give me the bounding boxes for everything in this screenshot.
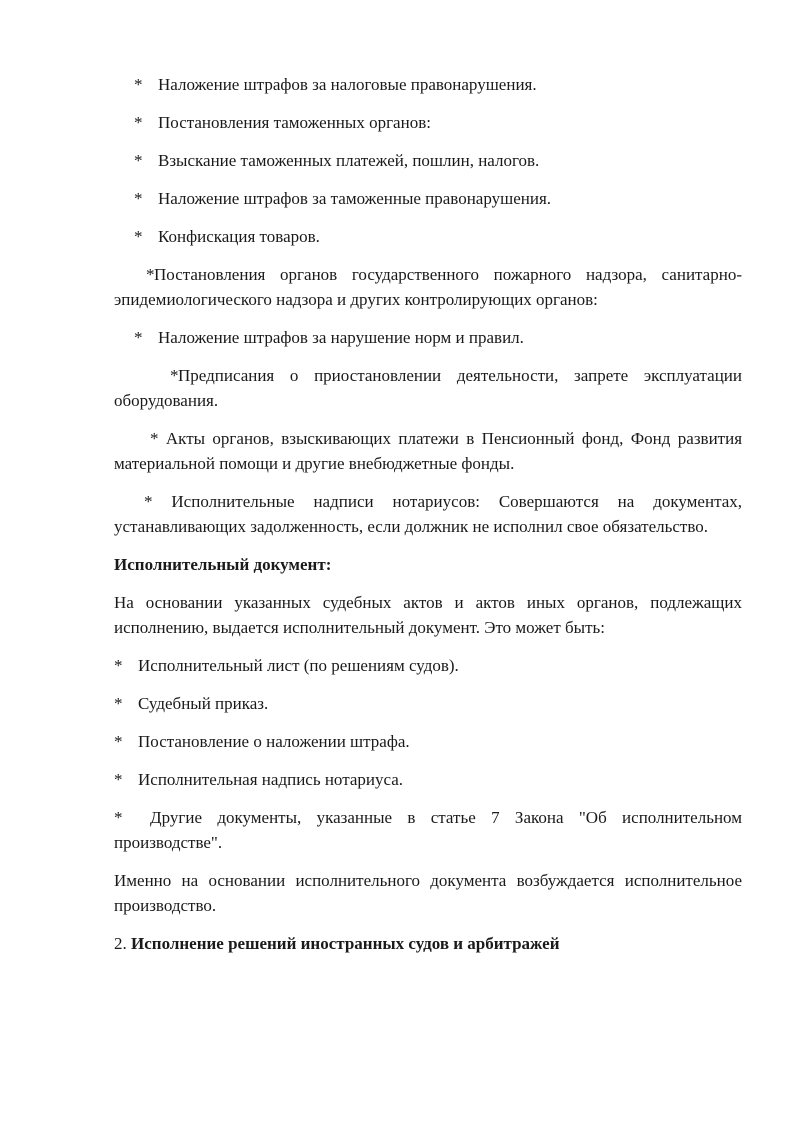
bullet-marker: * [114, 656, 123, 675]
section-number: 2. [114, 934, 127, 953]
list-item [114, 110, 742, 135]
bullet-marker: * [114, 770, 123, 789]
list-item [114, 691, 742, 716]
list-item [114, 224, 742, 249]
list-item [114, 72, 742, 97]
bullet-marker: * [134, 328, 143, 347]
list-item [114, 767, 742, 792]
list-item-text: Другие документы, указанные в статье 7 Закона "Об исполнительном производстве". [114, 808, 742, 852]
list-item-text: Исполнительный лист (по решениям судов). [138, 656, 459, 675]
bullet-marker: * [134, 227, 143, 246]
list-item-text: Взыскание таможенных платежей, пошлин, налогов. [158, 151, 540, 170]
paragraph-notary [114, 489, 742, 539]
list-item-text: Наложение штрафов за налоговые правонарушения. [158, 75, 537, 94]
heading-exec-document: Исполнительный документ: [114, 555, 332, 574]
bullet-marker: * [114, 694, 123, 713]
section-heading-2 [114, 931, 742, 956]
list-item-text: Исполнительная надпись нотариуса. [138, 770, 404, 789]
list-item-text: Судебный приказ. [138, 694, 269, 713]
list-item [114, 186, 742, 211]
paragraph-text: Акты органов, взыскивающих платежи в Пенсионный фонд, Фонд развития материальной помощи и другие внебюджетные фонды. [114, 429, 743, 473]
bullet-marker: * [146, 265, 155, 284]
bullet-marker: * [134, 189, 143, 208]
list-item-text: Конфискация товаров. [158, 227, 320, 246]
paragraph-pension-fund [114, 426, 742, 476]
bullet-marker: * [114, 808, 123, 827]
paragraph-suspension [114, 363, 742, 413]
section-title: Исполнение решений иностранных судов и арбитражей [131, 934, 560, 953]
list-item-other-documents [114, 805, 742, 855]
paragraph-text: Постановления органов государственного пожарного надзора, санитарно-эпидемиологического надзора и других контролирующих органов: [114, 265, 742, 309]
paragraph-text: Предписания о приостановлении деятельности, запрете эксплуатации оборудования. [114, 366, 742, 410]
list-item-text: Наложение штрафов за нарушение норм и правил. [158, 328, 524, 347]
list-item-text: Наложение штрафов за таможенные правонарушения. [158, 189, 552, 208]
bullet-marker: * [170, 366, 179, 385]
list-item [114, 653, 742, 678]
bullet-marker: * [134, 151, 143, 170]
list-item [114, 325, 742, 350]
list-item-text: Постановление о наложении штрафа. [138, 732, 410, 751]
paragraph-basis: Именно на основании исполнительного документа возбуждается исполнительное производство. [114, 871, 742, 915]
list-item [114, 148, 742, 173]
bullet-marker: * [114, 732, 123, 751]
bullet-marker: * [150, 429, 159, 448]
list-item-text: Постановления таможенных органов: [158, 113, 431, 132]
paragraph-text: Исполнительные надписи нотариусов: Совершаются на документах, устанавливающих задолженность, если должник не исполнил свое обязательство. [114, 492, 742, 536]
paragraph-exec-document: На основании указанных судебных актов и актов иных органов, подлежащих исполнению, выдается исполнительный документ. Это может быть: [114, 593, 742, 637]
list-item [114, 729, 742, 754]
bullet-marker: * [134, 113, 143, 132]
bullet-marker: * [144, 492, 153, 511]
bullet-marker: * [134, 75, 143, 94]
paragraph-fire-supervision [114, 262, 742, 312]
document-page [114, 72, 742, 969]
